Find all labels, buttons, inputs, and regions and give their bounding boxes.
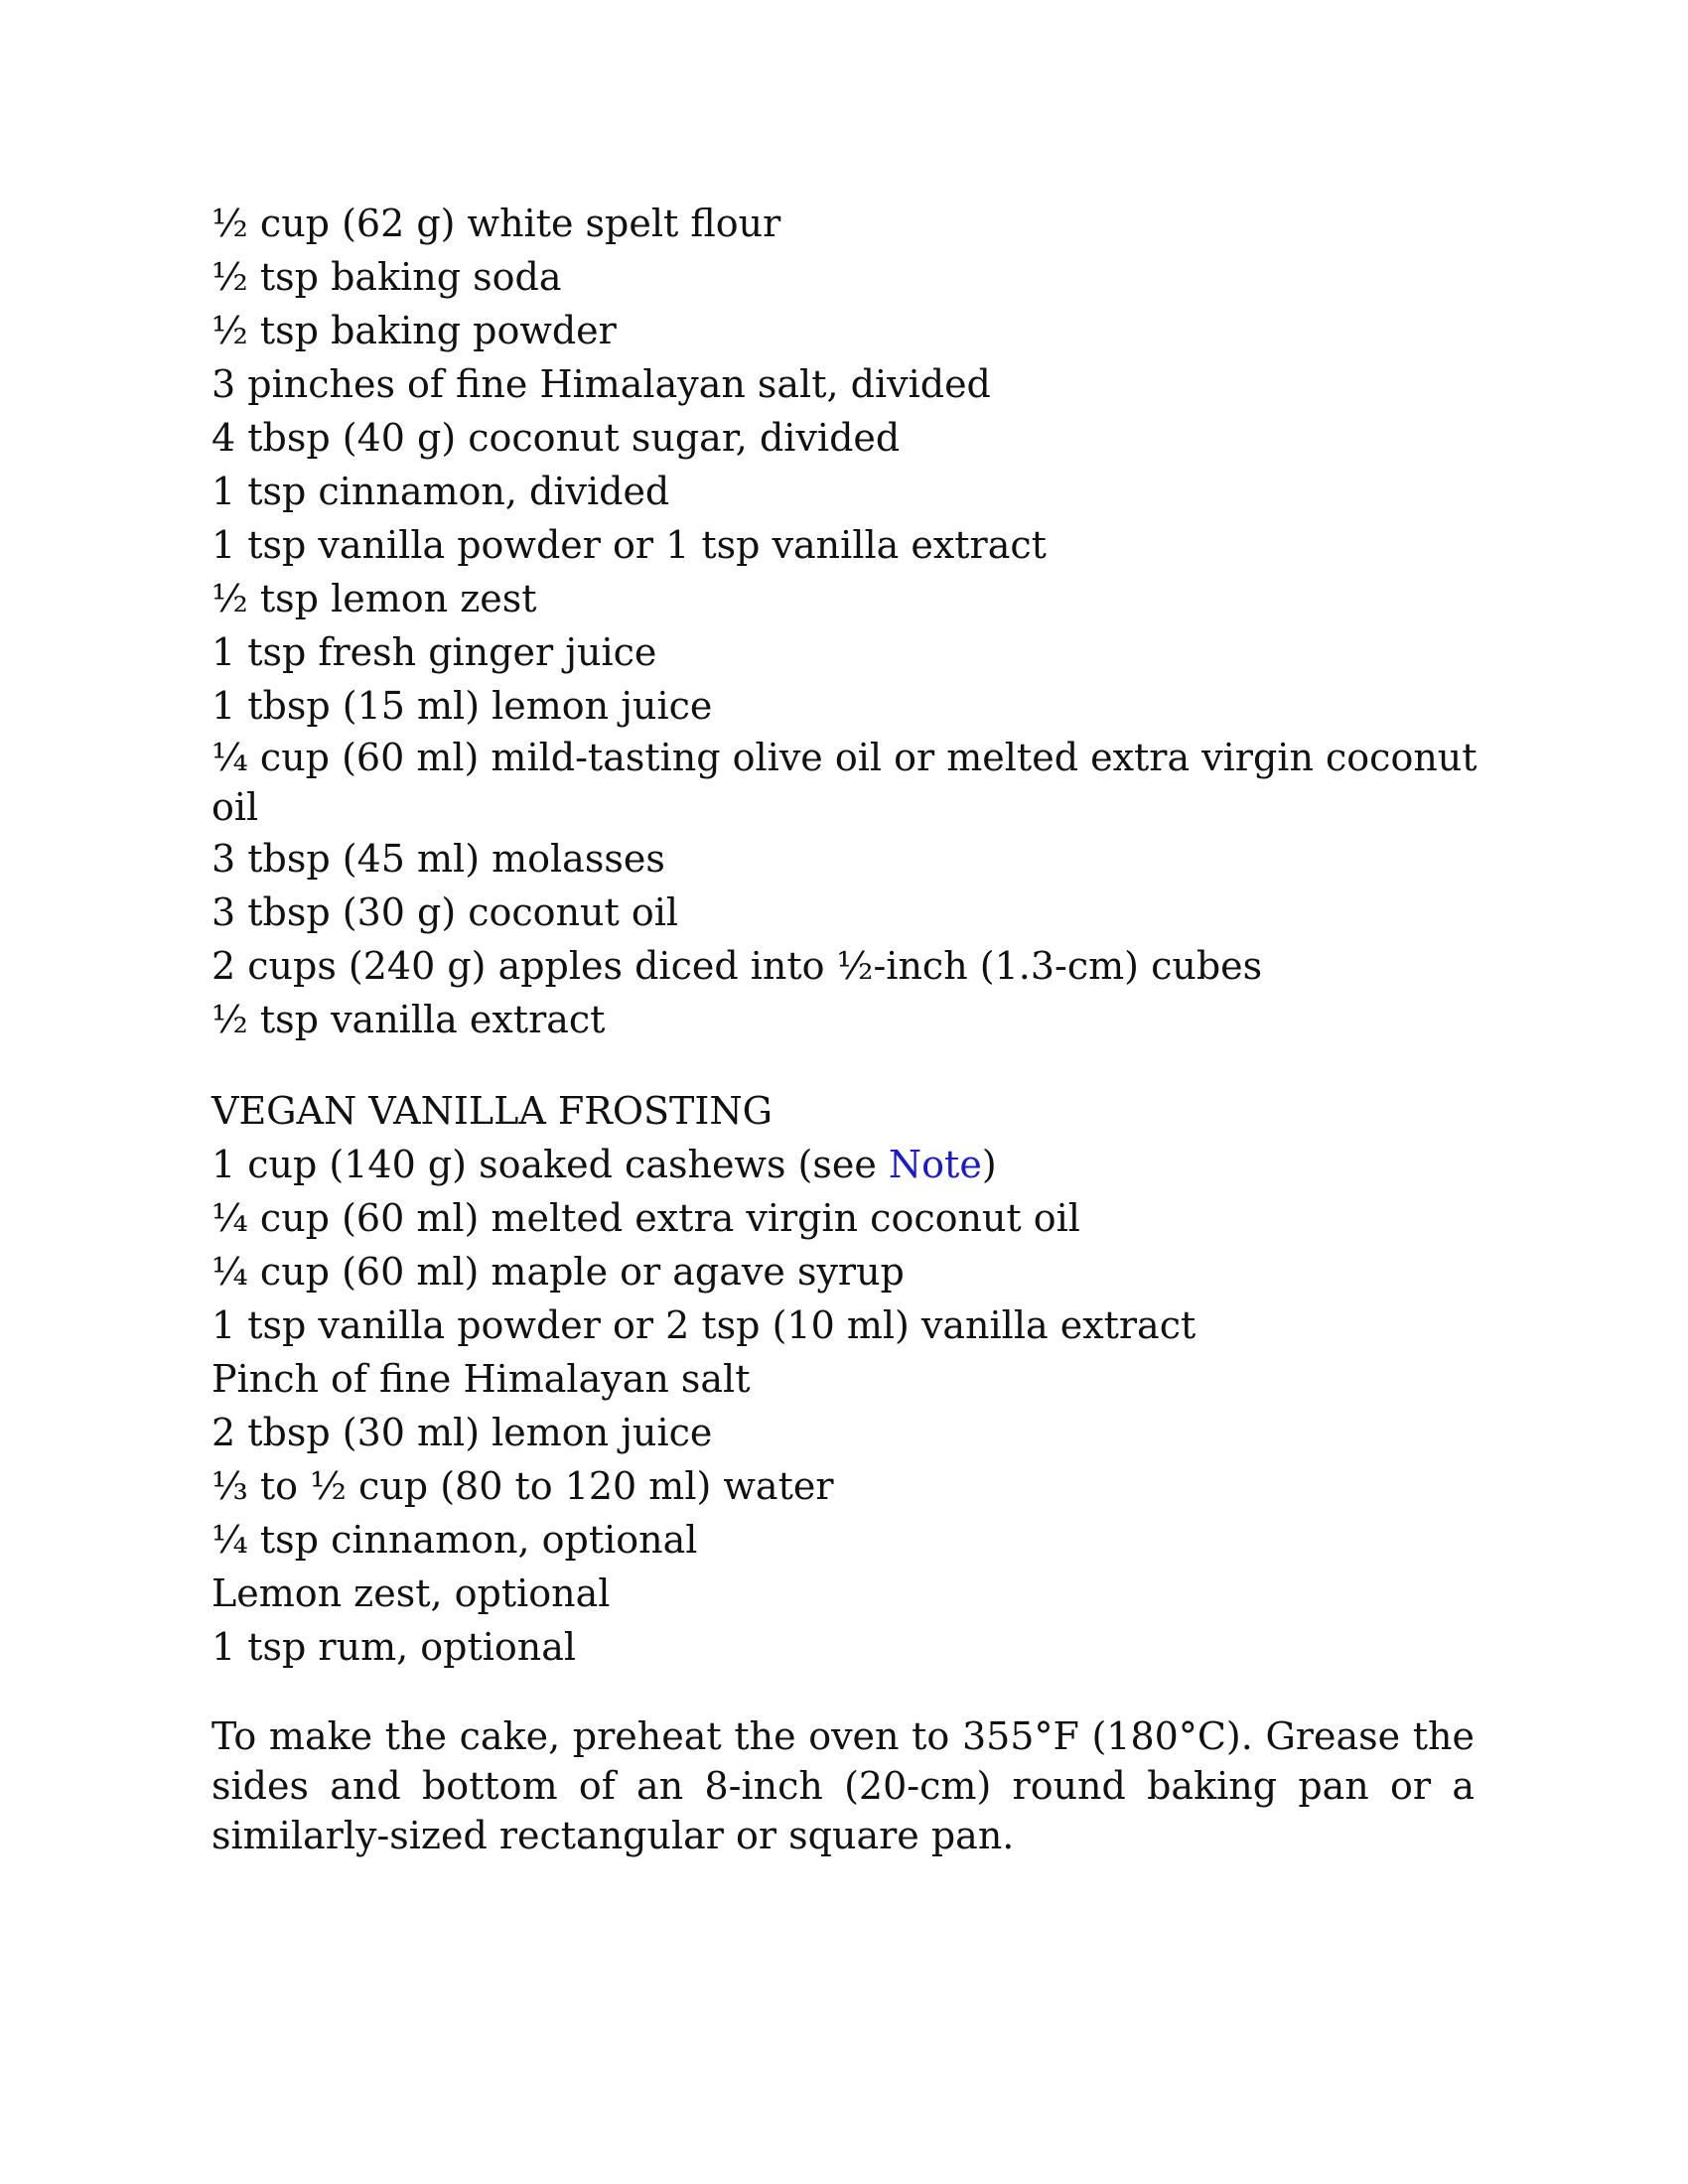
frosting-item: ¼ tsp cinnamon, optional (211, 1518, 698, 1562)
instructions-line-2: sides and bottom of an 8-inch (20-cm) round baking pan or a (211, 1764, 1475, 1808)
frosting-item-cashews (211, 1138, 1475, 1191)
ingredient-item: 1 tbsp (15 ml) lemon juice (211, 684, 713, 728)
section-gap (211, 1046, 1475, 1084)
ingredient-item: 2 cups (240 g) apples diced into ½-inch (1.3-cm) cubes (211, 944, 1263, 988)
ingredient-list (211, 197, 1475, 1046)
frosting-item: ¼ cup (60 ml) maple or agave syrup (211, 1250, 905, 1294)
frosting-item: 2 tbsp (30 ml) lemon juice (211, 1411, 713, 1454)
ingredient-item: ½ tsp vanilla extract (211, 998, 606, 1041)
note-link[interactable]: Note (888, 1143, 982, 1186)
frosting-item: 1 tsp rum, optional (211, 1625, 577, 1669)
section-gap (211, 1674, 1475, 1711)
frosting-item: ¼ cup (60 ml) melted extra virgin coconut oil (211, 1196, 1080, 1240)
frosting-heading: VEGAN VANILLA FROSTING (211, 1089, 773, 1133)
ingredient-item: 3 pinches of fine Himalayan salt, divided (211, 362, 991, 406)
ingredient-item: 1 tsp vanilla powder or 1 tsp vanilla extract (211, 523, 1047, 567)
ingredient-item: ½ tsp lemon zest (211, 577, 537, 620)
recipe-page (211, 197, 1475, 1860)
cashews-text: 1 cup (140 g) soaked cashews (see (211, 1143, 889, 1186)
frosting-item: ⅓ to ½ cup (80 to 120 ml) water (211, 1464, 834, 1508)
instructions-paragraph (211, 1711, 1475, 1860)
ingredient-item: ½ tsp baking soda (211, 255, 562, 299)
frosting-item: Lemon zest, optional (211, 1571, 611, 1615)
ingredient-item: 1 tsp cinnamon, divided (211, 470, 670, 513)
ingredient-oil-line-1: ¼ cup (60 ml) mild-tasting olive oil or melted extra virgin coconut (211, 736, 1477, 779)
ingredient-oil-line-2: oil (211, 785, 259, 829)
frosting-item: 1 tsp vanilla powder or 2 tsp (10 ml) vanilla extract (211, 1303, 1196, 1347)
ingredient-item: ½ tsp baking powder (211, 309, 617, 352)
frosting-section (211, 1084, 1475, 1674)
ingredient-item-oil (211, 733, 1475, 832)
frosting-item: Pinch of fine Himalayan salt (211, 1357, 751, 1401)
ingredient-item: ½ cup (62 g) white spelt flour (211, 202, 781, 245)
cashews-text-end: ) (981, 1143, 997, 1186)
ingredient-item: 3 tbsp (45 ml) molasses (211, 837, 665, 881)
instructions-line-3: similarly-sized rectangular or square pan. (211, 1814, 1015, 1857)
instructions-line-1: To make the cake, preheat the oven to 355°F (180°C). Grease the (211, 1714, 1475, 1758)
ingredient-item: 1 tsp fresh ginger juice (211, 630, 657, 674)
ingredient-item: 3 tbsp (30 g) coconut oil (211, 890, 679, 934)
ingredient-item: 4 tbsp (40 g) coconut sugar, divided (211, 416, 901, 460)
